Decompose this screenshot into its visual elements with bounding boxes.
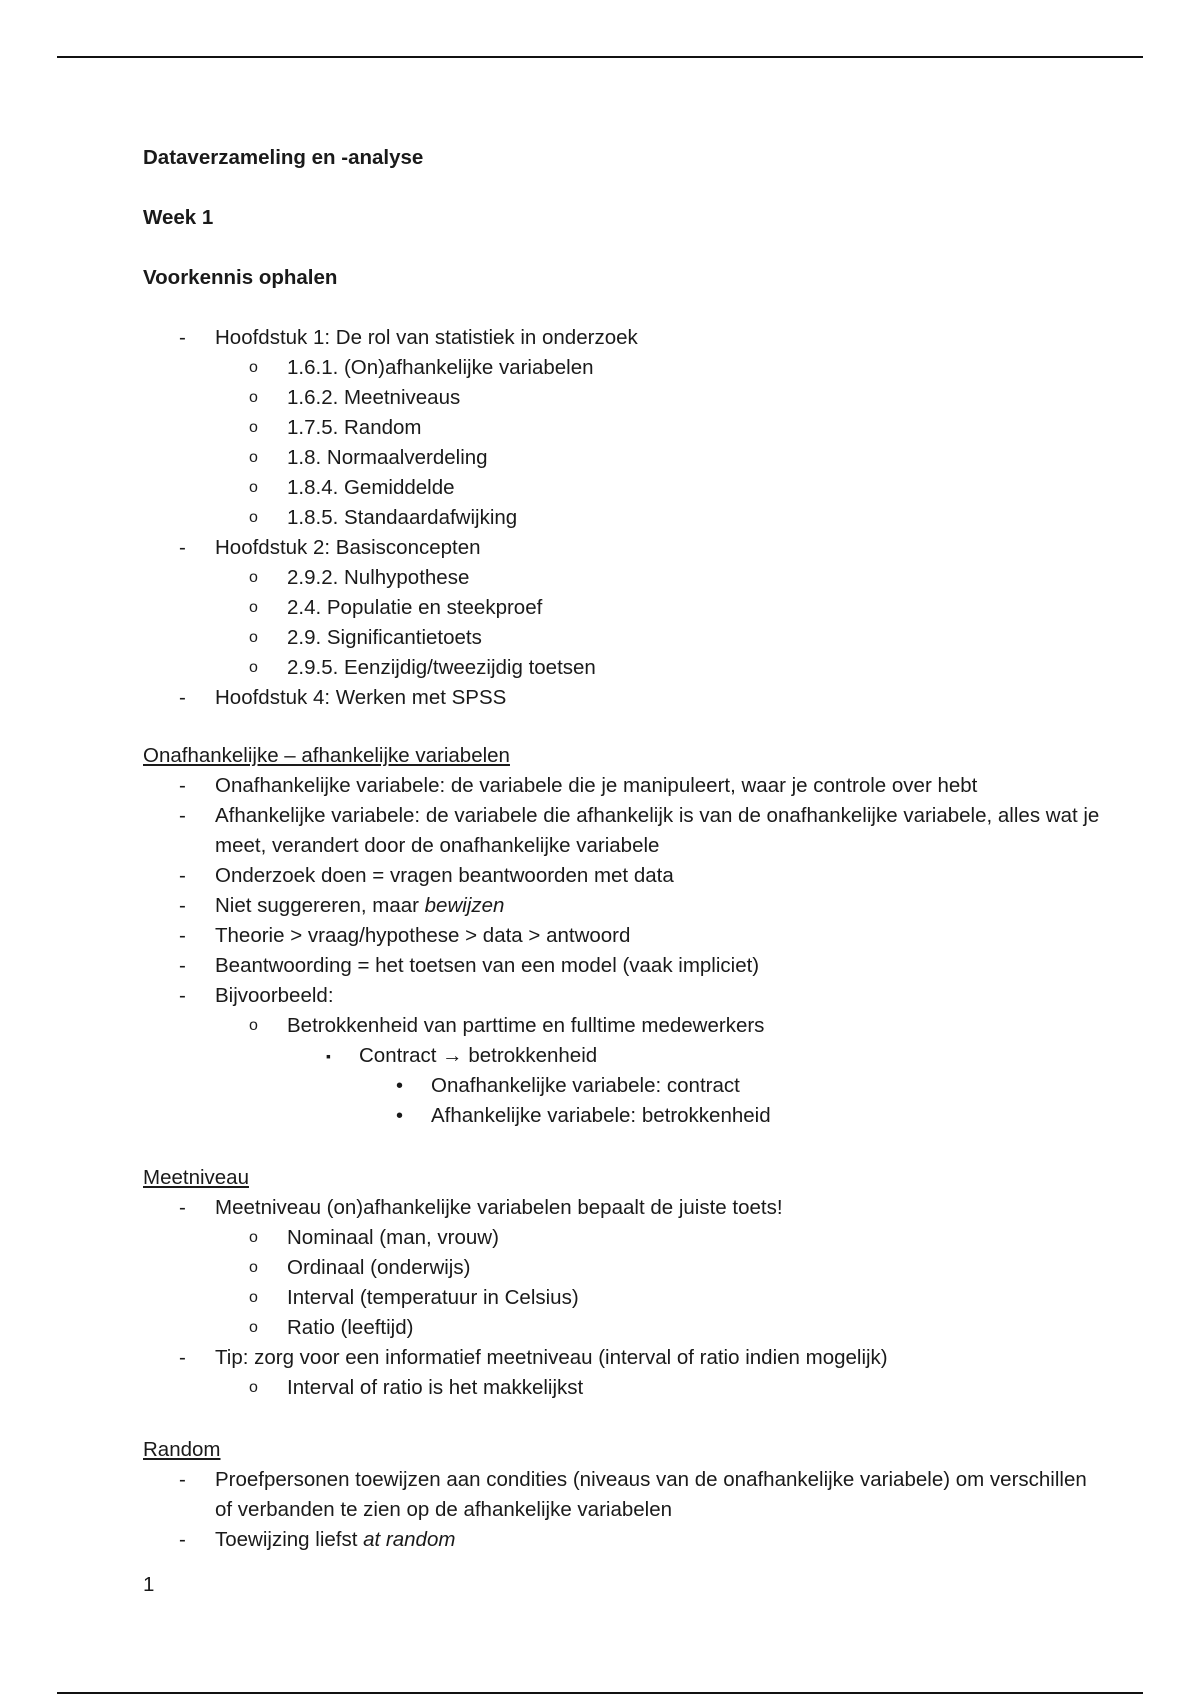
meetniveau-heading: Meetniveau	[143, 1166, 249, 1189]
voorkennis-heading: Voorkennis ophalen	[143, 266, 338, 289]
list-item: - Beantwoording = het toetsen van een model (vaak impliciet)	[179, 954, 760, 977]
voorkennis-list	[143, 323, 1103, 713]
list-item: - Hoofdstuk 1: De rol van statistiek in onderzoek	[179, 326, 638, 349]
list-item: o Betrokkenheid van parttime en fulltime medewerkers	[249, 1014, 765, 1037]
list-item: ▪ Contract → betrokkenheid	[326, 1044, 598, 1067]
list-item: o 1.8.5. Standaardafwijking	[249, 506, 518, 529]
list-item: o Ratio (leeftijd)	[249, 1316, 414, 1339]
list-item: o Interval (temperatuur in Celsius)	[249, 1286, 579, 1309]
document-title: Dataverzameling en -analyse	[143, 146, 424, 169]
list-item: o 1.6.1. (On)afhankelijke variabelen	[249, 356, 594, 379]
list-item: - Tip: zorg voor een informatief meetniveau (interval of ratio indien mogelijk)	[179, 1346, 888, 1369]
list-item: - Onderzoek doen = vragen beantwoorden met data	[179, 864, 674, 887]
list-item: o 1.7.5. Random	[249, 416, 422, 439]
random-list	[143, 1465, 1103, 1555]
list-item: o 2.9.2. Nulhypothese	[249, 566, 470, 589]
page-number: 1	[143, 1573, 155, 1596]
list-item: - Theorie > vraag/hypothese > data > antwoord	[179, 924, 631, 947]
list-item: • Afhankelijke variabele: betrokkenheid	[396, 1104, 771, 1127]
list-item: o 1.8. Normaalverdeling	[249, 446, 488, 469]
list-item: o Nominaal (man, vrouw)	[249, 1226, 499, 1249]
list-item: o 2.9.5. Eenzijdig/tweezijdig toetsen	[249, 656, 596, 679]
list-item: o 2.4. Populatie en steekproef	[249, 596, 543, 619]
list-item: o 1.6.2. Meetniveaus	[249, 386, 461, 409]
list-item: - Meetniveau (on)afhankelijke variabelen bepaalt de juiste toets!	[179, 1196, 783, 1219]
footer-rule	[57, 1692, 1143, 1694]
list-item: o 1.8.4. Gemiddelde	[249, 476, 455, 499]
list-item: o Interval of ratio is het makkelijkst	[249, 1376, 584, 1399]
list-item: - Niet suggereren, maar bewijzen	[179, 894, 505, 917]
document-body	[143, 143, 1103, 1555]
meetniveau-list	[143, 1193, 1103, 1403]
list-item: o 2.9. Significantietoets	[249, 626, 482, 649]
header-rule	[57, 56, 1143, 58]
list-item: o Ordinaal (onderwijs)	[249, 1256, 471, 1279]
list-item: - Onafhankelijke variabele: de variabele die je manipuleert, waar je controle over hebt	[179, 774, 978, 797]
variabelen-heading: Onafhankelijke – afhankelijke variabelen	[143, 744, 510, 767]
variabelen-list	[143, 771, 1103, 1131]
list-item: - Bijvoorbeeld:	[179, 984, 334, 1007]
list-item: • Onafhankelijke variabele: contract	[396, 1074, 740, 1097]
list-item: - Toewijzing liefst at random	[179, 1528, 456, 1551]
list-item: - Hoofdstuk 2: Basisconcepten	[179, 536, 481, 559]
list-item: - Hoofdstuk 4: Werken met SPSS	[179, 686, 507, 709]
list-item: - Afhankelijke variabele: de variabele die afhankelijk is van de onafhankelijke variabele, alles wat je meet, verandert door de onafhankelijke variabele	[179, 804, 1100, 857]
random-heading: Random	[143, 1438, 221, 1461]
week-heading: Week 1	[143, 206, 214, 229]
list-item: - Proefpersonen toewijzen aan condities (niveaus van de onafhankelijke variabele) om verschillen of verbanden te zien op de afhankelijke variabelen	[179, 1468, 1087, 1521]
